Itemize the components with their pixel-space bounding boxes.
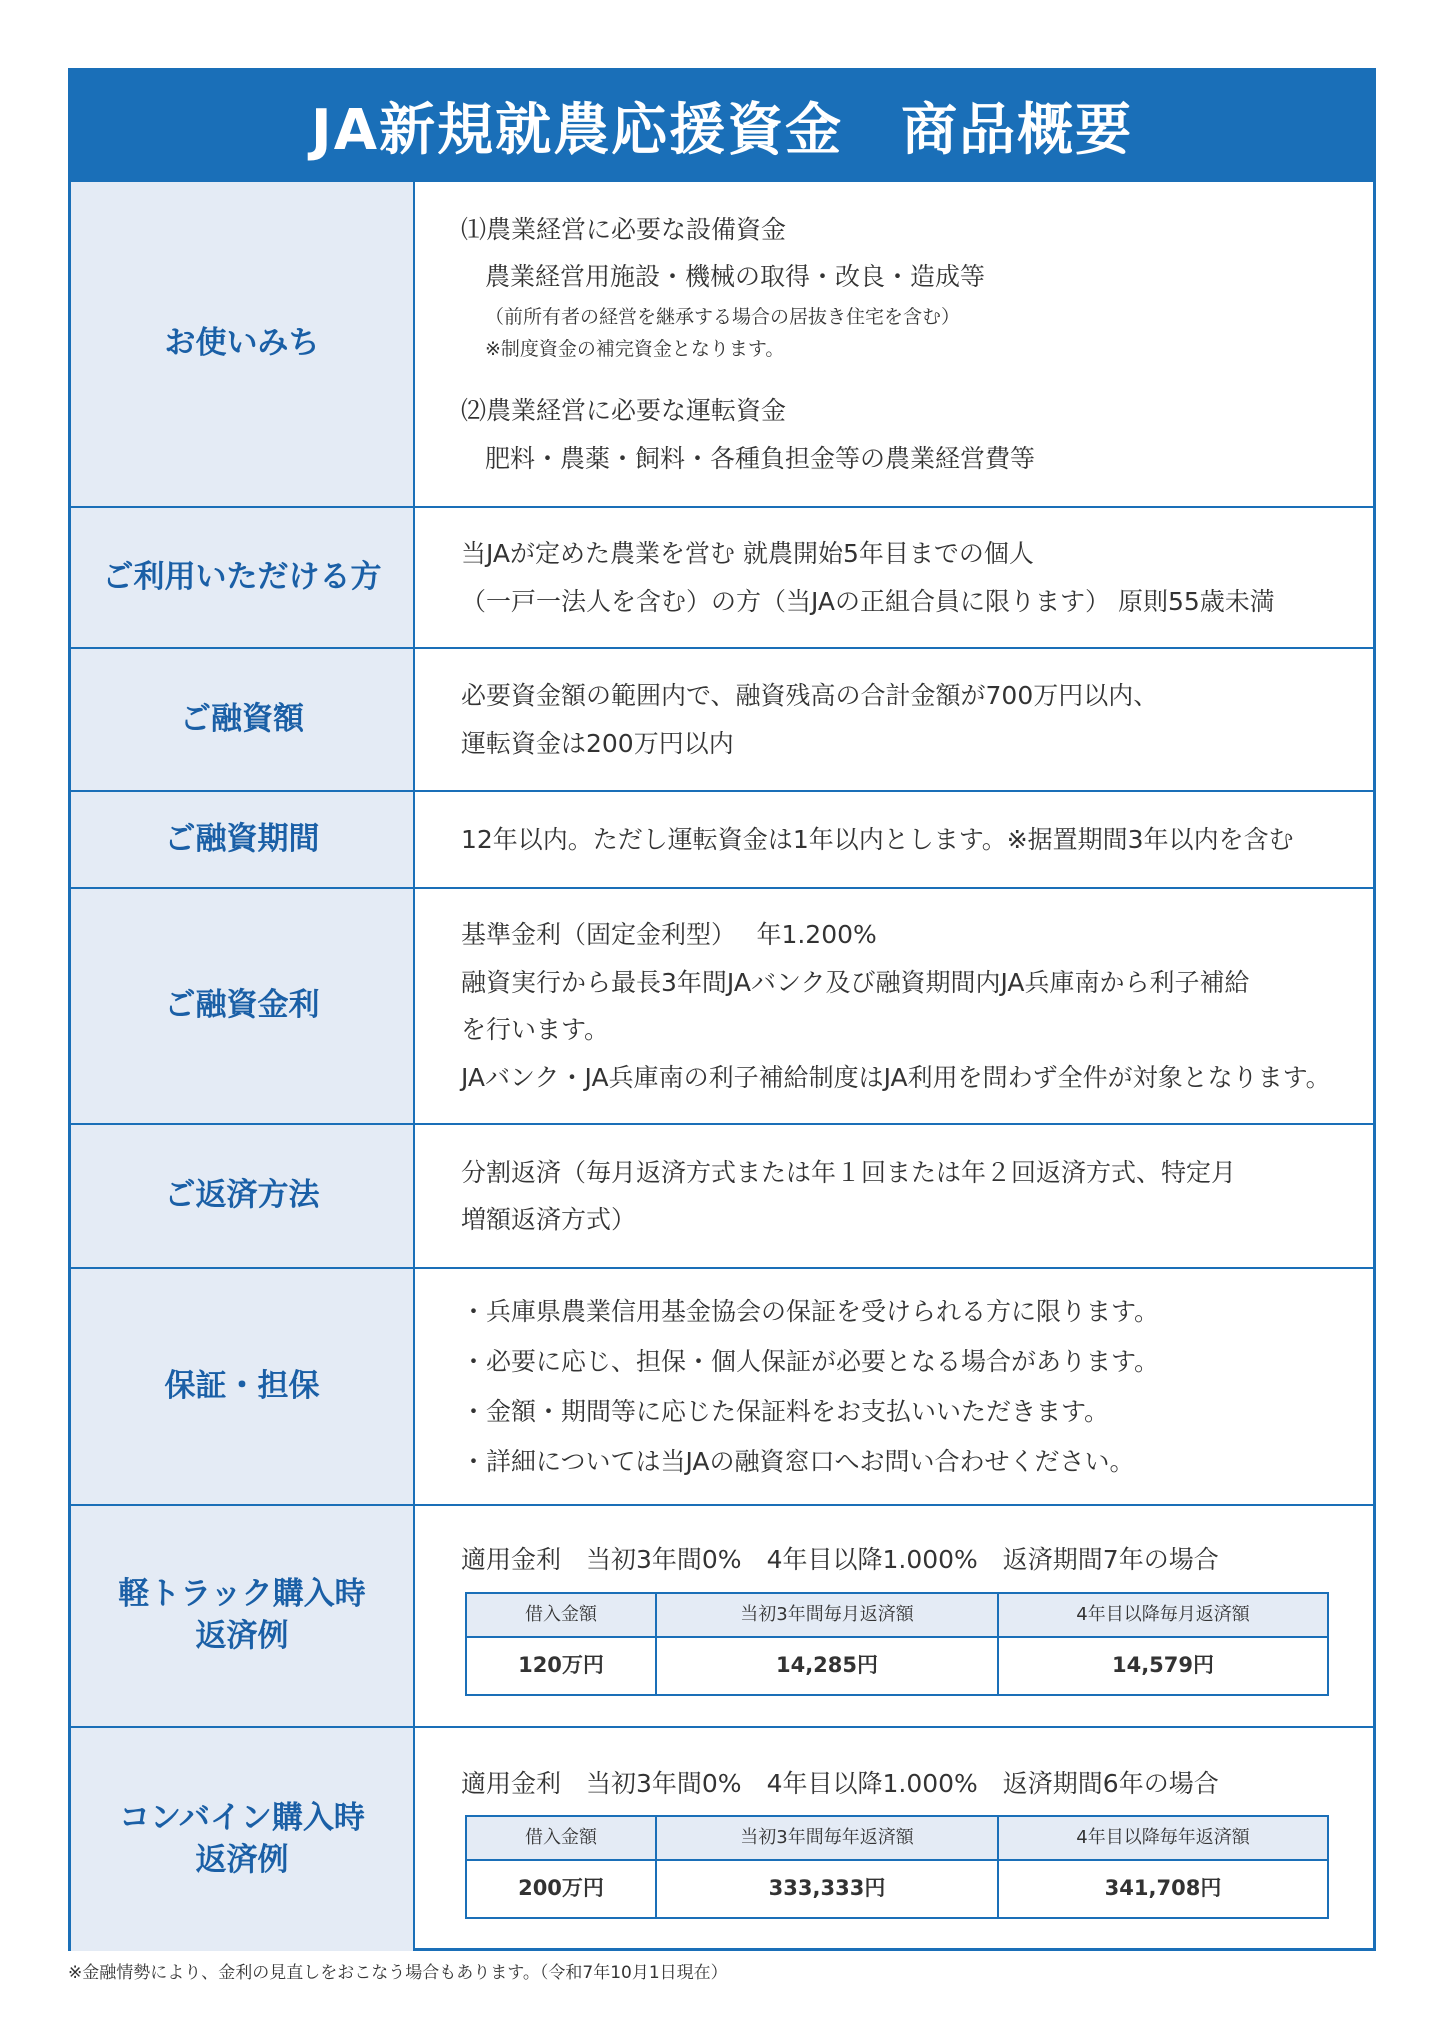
- example-summary: 適用金利 当初3年間0% 4年目以降1.000% 返済期間7年の場合: [461, 1545, 1219, 1575]
- row-usage: [71, 182, 1373, 508]
- usage-item2-title: ⑵農業経営に必要な運転資金: [461, 396, 787, 426]
- row-label-amount: ご融資額: [71, 649, 415, 790]
- table-row: [466, 1637, 1328, 1695]
- row-content-rate: [415, 889, 1373, 1123]
- table-cell: 120万円: [466, 1637, 656, 1695]
- repayment-table: [465, 1815, 1329, 1919]
- table-header: 4年目以降毎月返済額: [998, 1593, 1328, 1637]
- row-label-combine: [71, 1728, 415, 1951]
- text-line: 分割返済（毎月返済方式または年１回または年２回返済方式、特定月: [461, 1157, 1237, 1187]
- row-content-period: [415, 792, 1373, 887]
- table-header: 当初3年間毎年返済額: [656, 1816, 998, 1860]
- list-item: ・詳細については当JAの融資窓口へお問い合わせください。: [461, 1446, 1135, 1476]
- row-eligible: [71, 508, 1373, 649]
- table-header: 借入金額: [466, 1816, 656, 1860]
- label-line: 返済例: [195, 1618, 289, 1654]
- table-header: 4年目以降毎年返済額: [998, 1816, 1328, 1860]
- text-line: 12年以内。ただし運転資金は1年以内とします。※据置期間3年以内を含む: [461, 824, 1294, 854]
- row-content-truck: [415, 1506, 1373, 1726]
- row-period: [71, 792, 1373, 889]
- text-line: JAバンク・JA兵庫南の利子補給制度はJA利用を問わず全件が対象となります。: [461, 1062, 1331, 1092]
- usage-item1-title: ⑴農業経営に必要な設備資金: [461, 214, 787, 244]
- text-line: 融資実行から最長3年間JAバンク及び融資期間内JA兵庫南から利子補給: [461, 967, 1250, 997]
- row-rate: [71, 889, 1373, 1125]
- text-line: 基準金利（固定金利型） 年1.200%: [461, 920, 877, 949]
- row-truck-example: [71, 1506, 1373, 1728]
- row-label-truck: [71, 1506, 415, 1726]
- row-guarantee: [71, 1269, 1373, 1506]
- repayment-table: [465, 1592, 1329, 1696]
- text-line: （一戸一法人を含む）の方（当JAの正組合員に限ります） 原則55歳未満: [461, 586, 1275, 616]
- row-content-amount: [415, 649, 1373, 790]
- table-header: 当初3年間毎月返済額: [656, 1593, 998, 1637]
- table-cell: 333,333円: [656, 1860, 998, 1918]
- usage-item1-detail: 農業経営用施設・機械の取得・改良・造成等: [485, 262, 986, 292]
- product-overview-table: [68, 68, 1376, 1951]
- label-line: 返済例: [195, 1841, 289, 1878]
- label-line: コンバイン購入時: [119, 1799, 365, 1836]
- row-content-repay: [415, 1125, 1373, 1267]
- text-line: 増額返済方式）: [461, 1205, 637, 1234]
- row-label-usage: お使いみち: [71, 182, 415, 506]
- usage-item2-detail: 肥料・農薬・飼料・各種負担金等の農業経営費等: [485, 443, 1036, 473]
- table-header: 借入金額: [466, 1593, 656, 1637]
- label-line: 軽トラック購入時: [118, 1576, 366, 1613]
- text-line: 必要資金額の範囲内で、融資残高の合計金額が700万円以内、: [461, 681, 1159, 710]
- row-label-eligible: ご利用いただける方: [71, 508, 415, 647]
- row-amount: [71, 649, 1373, 792]
- list-item: ・兵庫県農業信用基金協会の保証を受けられる方に限ります。: [461, 1296, 1160, 1326]
- table-cell: 341,708円: [998, 1860, 1328, 1918]
- row-repay: [71, 1125, 1373, 1269]
- row-content-combine: [415, 1728, 1373, 1951]
- row-content-eligible: [415, 508, 1373, 647]
- list-item: ・金額・期間等に応じた保証料をお支払いいただきます。: [461, 1396, 1110, 1426]
- table-row: [466, 1860, 1328, 1918]
- row-label-guarantee: 保証・担保: [71, 1269, 415, 1504]
- row-label-period: ご融資期間: [71, 792, 415, 887]
- text-line: を行います。: [461, 1015, 610, 1044]
- row-content-usage: [415, 182, 1373, 506]
- page-title: JA新規就農応援資金 商品概要: [71, 71, 1373, 182]
- table-cell: 14,285円: [656, 1637, 998, 1695]
- usage-item1-note: （前所有者の経営を継承する場合の居抜き住宅を含む）: [485, 305, 961, 328]
- table-cell: 200万円: [466, 1860, 656, 1918]
- row-combine-example: [71, 1728, 1373, 1951]
- row-content-guarantee: [415, 1269, 1373, 1504]
- text-line: 当JAが定めた農業を営む 就農開始5年目までの個人: [461, 539, 1034, 568]
- table-cell: 14,579円: [998, 1637, 1328, 1695]
- text-line: 運転資金は200万円以内: [461, 728, 734, 758]
- usage-item1-note: ※制度資金の補完資金となります。: [485, 338, 785, 360]
- example-summary: 適用金利 当初3年間0% 4年目以降1.000% 返済期間6年の場合: [461, 1768, 1219, 1798]
- footnote: ※金融情勢により、金利の見直しをおこなう場合もあります。（令和7年10月1日現在）: [68, 1963, 728, 1983]
- list-item: ・必要に応じ、担保・個人保証が必要となる場合があります。: [461, 1346, 1160, 1376]
- row-label-rate: ご融資金利: [71, 889, 415, 1123]
- row-label-repay: ご返済方法: [71, 1125, 415, 1267]
